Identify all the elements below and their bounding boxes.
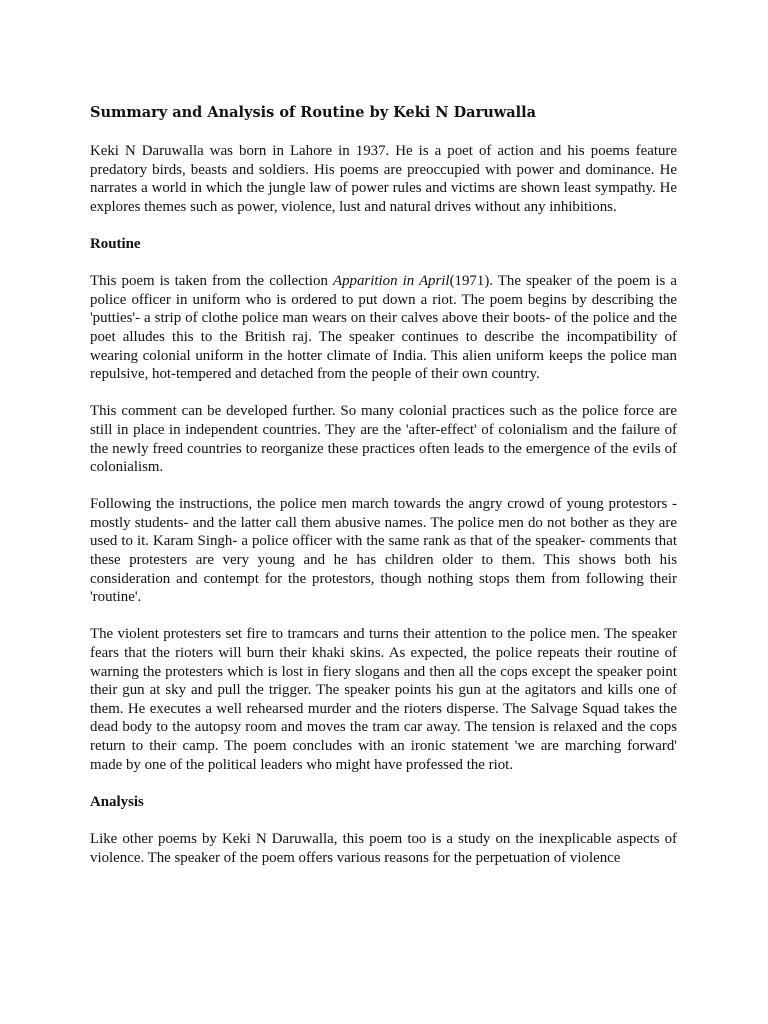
document-page (90, 100, 677, 886)
routine-paragraph-3: Following the instructions, the police men march towards the angry crowd of young protestors - mostly students- and the latter call them abusive names. The police men do not bother as they are used to it. Karam Singh- a police officer with the same rank as that of the speaker- comments that these protesters are very young and he has children older to them. This shows both his consideration and contempt for the protestors, though nothing stops them from following their 'routine'. (90, 496, 677, 606)
document-title: Summary and Analysis of Routine by Keki N Daruwalla (90, 104, 537, 121)
analysis-heading: Analysis (90, 793, 144, 810)
routine-heading: Routine (90, 235, 141, 252)
routine-p1-after: (1971). The speaker of the poem is a police officer in uniform who is ordered to put down a riot. The poem begins by describing the 'putties'- a strip of clothe police man wears on their calves above their boots- of the police and the poet alludes this to the British raj. The speaker continues to describe the incompatibility of wearing colonial uniform in the hotter climate of India. This alien uniform keeps the police man repulsive, hot-tempered and detached from the people of their own country. (90, 273, 677, 383)
routine-p1-before: This poem is taken from the collection (90, 273, 333, 290)
routine-paragraph-1 (90, 272, 677, 384)
routine-paragraph-4: The violent protesters set fire to tramcars and turns their attention to the police men. The speaker fears that the rioters will burn their khaki skins. As expected, the police repeats their routine of warning the protesters which is lost in fiery slogans and then all the cops except the speaker point their gun at sky and pull the trigger. The speaker points his gun at the agitators and kills one of them. He executes a well rehearsed murder and the rioters disperse. The Salvage Squad takes the dead body to the autopsy room and moves the tram car away. The tension is relaxed and the cops return to their camp. The poem concludes with an ironic statement 'we are marching forward' made by one of the political leaders who might have professed the riot. (90, 626, 677, 773)
routine-paragraph-2: This comment can be developed further. So many colonial practices such as the police force are still in place in independent countries. They are the 'after-effect' of colonialism and the failure of the newly freed countries to reorganize these practices often leads to the emergence of the evils of colonialism. (90, 403, 677, 476)
collection-title: Apparition in April (333, 273, 450, 290)
intro-paragraph: Keki N Daruwalla was born in Lahore in 1937. He is a poet of action and his poems feature predatory birds, beasts and soldiers. His poems are preoccupied with power and dominance. He narrates a world in which the jungle law of power rules and victims are shown least sympathy. He explores themes such as power, violence, lust and natural drives without any inhibitions. (90, 143, 677, 215)
analysis-paragraph-1: Like other poems by Keki N Daruwalla, this poem too is a study on the inexplicable aspects of violence. The speaker of the poem offers various reasons for the perpetuation of violence (90, 830, 677, 866)
